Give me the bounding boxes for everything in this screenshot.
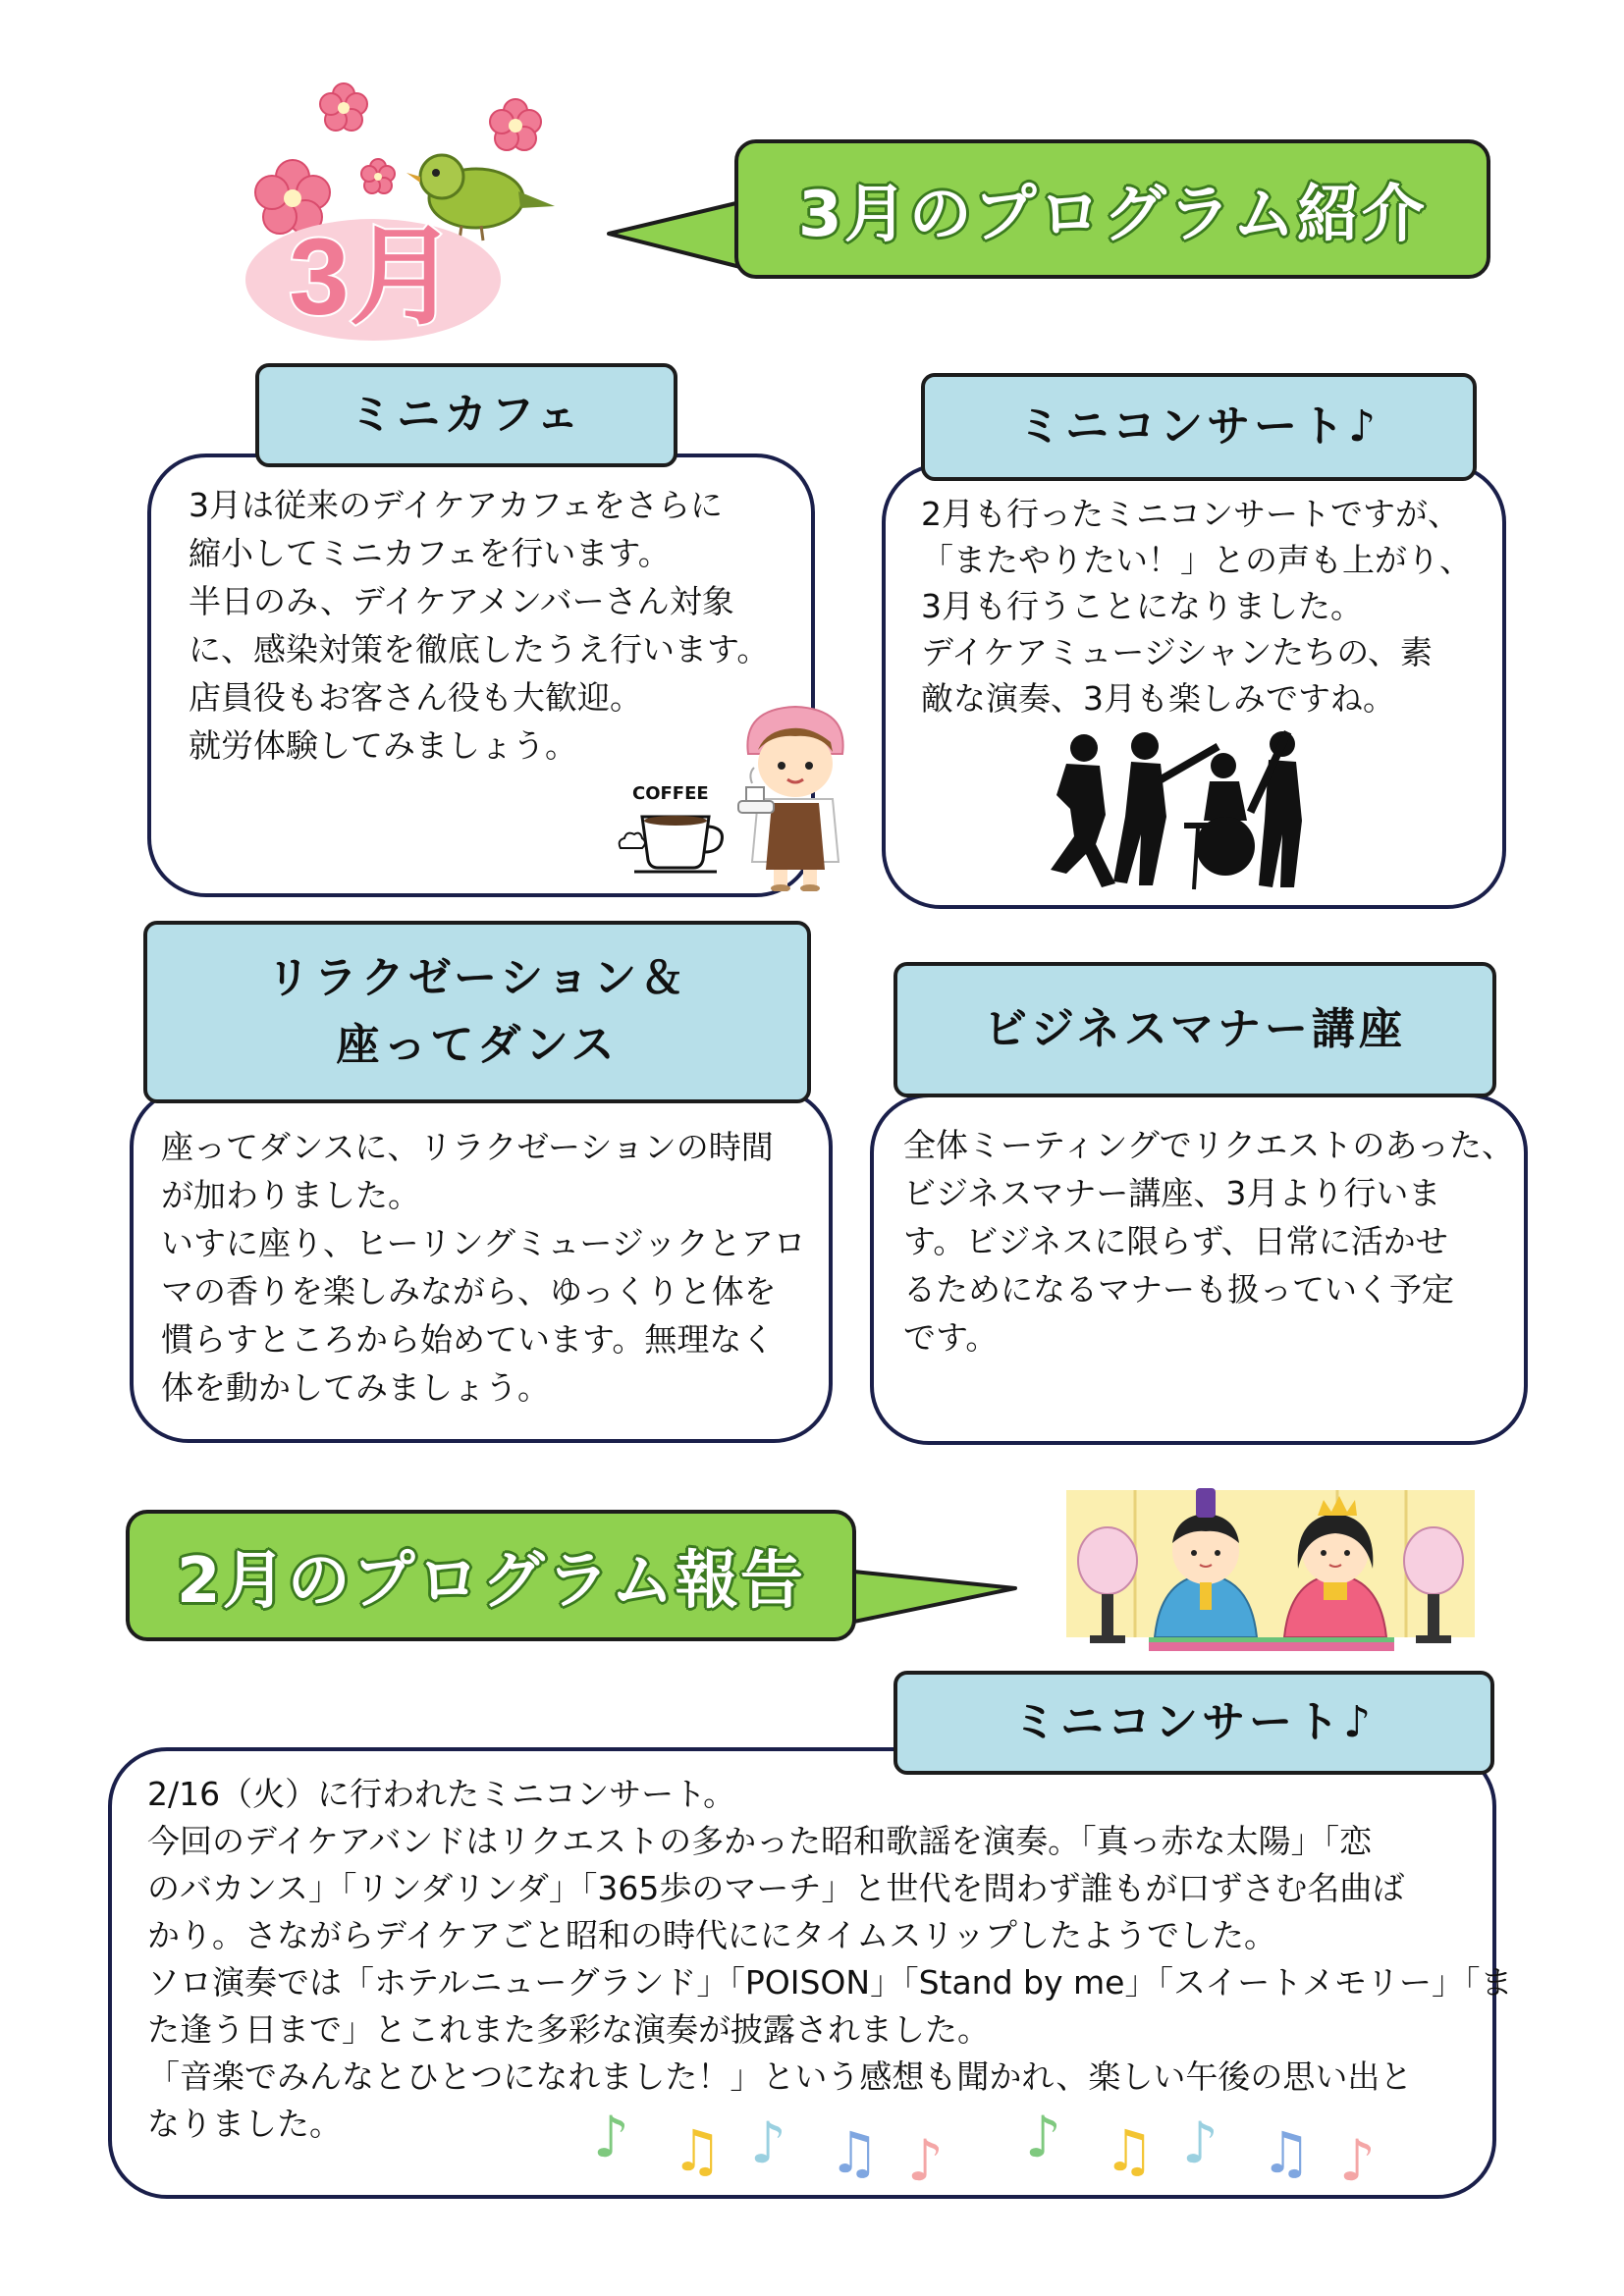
relax-dance-heading-tab	[143, 921, 811, 1103]
text-line: デイケアミュージシャンたちの、素	[921, 633, 1433, 671]
mini-cafe-heading-tab	[255, 363, 677, 467]
music-note-icon: ♫	[1261, 2119, 1312, 2186]
text-line: 2/16（火）に行われたミニコンサート。	[147, 1775, 736, 1813]
report-heading: ミニコンサート♪	[1012, 1696, 1376, 1747]
plum-blossom-icon	[490, 99, 541, 150]
barista-icon	[732, 705, 860, 891]
text-line: 2月も行ったミニコンサートですが、	[921, 495, 1460, 533]
text-line: 「音楽でみんなとひとつになれました！」という感想も聞かれ、楽しい午後の思い出と	[147, 2057, 1413, 2096]
music-note-icon: ♪	[593, 2104, 630, 2170]
text-line: 縮小してミニカフェを行います。	[189, 534, 671, 572]
mini-concert-text	[921, 491, 1472, 721]
text-line: 全体ミーティングでリクエストのあった、	[903, 1126, 1515, 1164]
text-line: かり。さながらデイケアごと昭和の時代ににタイムスリップしたようでした。	[147, 1916, 1277, 1954]
report-text	[147, 1771, 1512, 2148]
text-line: に、感染対策を徹底したうえ行います。	[189, 630, 770, 668]
header-title-banner	[734, 139, 1490, 279]
text-line: マの香りを楽しみながら、ゆっくりと体を	[161, 1272, 777, 1310]
plum-blossom-icon	[320, 83, 367, 131]
mini-cafe-text	[189, 481, 769, 770]
coffee-cup-icon	[615, 781, 732, 880]
month-badge-illustration	[236, 79, 589, 348]
report-title: 2月のプログラム報告	[177, 1545, 805, 1618]
text-line: のバカンス」「リンダリンダ」「365歩のマーチ」と世代を問わず誰もが口ずさむ名曲ば	[147, 1869, 1405, 1907]
music-note-icon: ♫	[672, 2117, 723, 2184]
text-line: 半日のみ、デイケアメンバーさん対象	[189, 582, 734, 620]
text-line: ソロ演奏では「ホテルニューグランド」「POISON」「Stand by me」「スイートメモリー」「ま	[147, 1963, 1513, 2002]
text-line: 3月は従来のデイケアカフェをさらに	[189, 486, 724, 524]
text-line: なりました。	[147, 2105, 342, 2143]
text-line: 「またやりたい！」との声も上がり、	[921, 541, 1472, 579]
text-line: 体を動かしてみましょう。	[161, 1368, 550, 1407]
music-notes-row	[593, 2104, 1379, 2194]
report-title-banner	[126, 1510, 856, 1641]
business-manner-heading-tab	[893, 962, 1496, 1097]
hina-dolls-icon	[1066, 1480, 1475, 1655]
music-note-icon: ♪	[1182, 2109, 1219, 2176]
text-line: 慣らすところから始めています。無理なく	[161, 1320, 775, 1359]
text-line: 3月も行うことになりました。	[921, 587, 1363, 625]
text-line: が加わりました。	[161, 1176, 420, 1214]
text-line: ビジネスマナー講座、3月より行いま	[903, 1174, 1441, 1212]
text-line: いすに座り、ヒーリングミュージックとアロ	[161, 1224, 806, 1262]
business-manner-heading: ビジネスマナー講座	[984, 1003, 1406, 1054]
band-silhouette-icon	[1037, 726, 1322, 893]
music-note-icon: ♪	[1025, 2104, 1062, 2170]
coffee-label: COFFEE	[632, 783, 709, 804]
page-title: 3月のプログラム紹介	[798, 179, 1427, 251]
report-banner-tail	[842, 1563, 1019, 1631]
relax-dance-heading-line1: リラクゼーション＆	[266, 952, 688, 1003]
relax-dance-text	[161, 1123, 806, 1412]
text-line: 就労体験してみましょう。	[189, 726, 577, 765]
text-line: た逢う日まで」とこれまた多彩な演奏が披露されました。	[147, 2010, 990, 2049]
text-line: 座ってダンスに、リラクゼーションの時間	[161, 1128, 774, 1166]
text-line: です。	[903, 1318, 999, 1357]
music-note-icon: ♫	[829, 2119, 880, 2186]
music-note-icon: ♪	[750, 2109, 787, 2176]
text-line: す。ビジネスに限らず、日常に活かせ	[903, 1222, 1448, 1260]
plum-blossom-icon	[361, 159, 395, 193]
mini-cafe-heading: ミニカフェ	[350, 389, 583, 440]
music-note-icon: ♪	[907, 2127, 945, 2194]
text-line: 敵な演奏、3月も楽しみですね。	[921, 679, 1395, 718]
report-heading-tab	[893, 1671, 1494, 1775]
business-manner-text	[903, 1121, 1514, 1362]
month-badge-text: 3月	[289, 217, 458, 338]
header-banner-tail	[607, 196, 744, 275]
music-note-icon: ♪	[1339, 2127, 1377, 2194]
mini-concert-heading: ミニコンサート♪	[1017, 400, 1380, 452]
text-line: るためになるマナーも扱っていく予定	[903, 1270, 1454, 1308]
text-line: 店員役もお客さん役も大歓迎。	[189, 678, 642, 717]
mini-concert-heading-tab	[921, 373, 1477, 481]
relax-dance-heading-line2: 座ってダンス	[336, 1020, 619, 1070]
music-note-icon: ♫	[1104, 2117, 1155, 2184]
text-line: 今回のデイケアバンドはリクエストの多かった昭和歌謡を演奏。「真っ赤な太陽」「恋	[147, 1822, 1373, 1860]
